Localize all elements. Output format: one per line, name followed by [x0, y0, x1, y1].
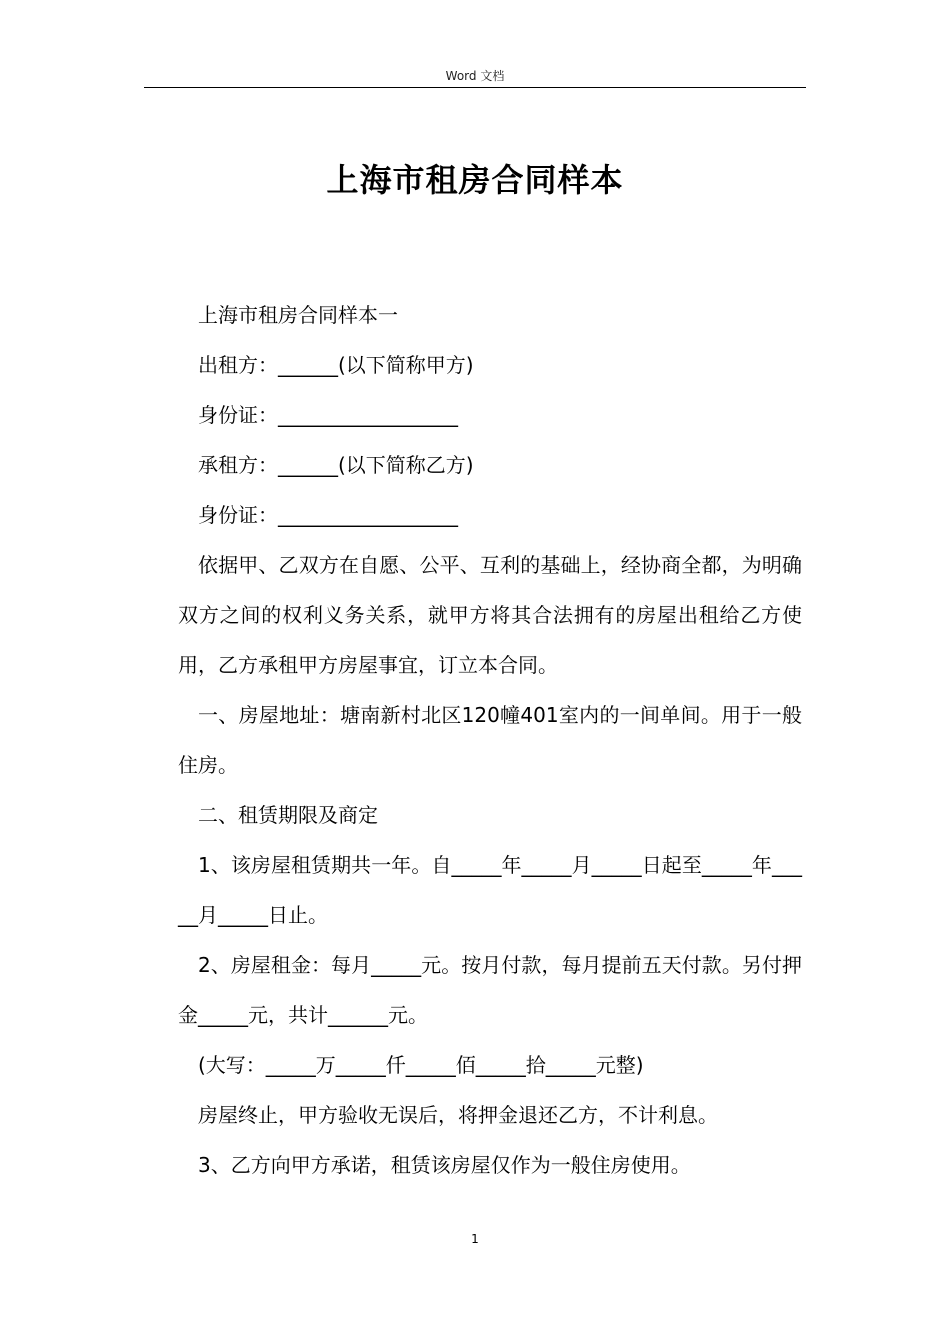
page-header-label: Word 文档 [445, 69, 505, 83]
paragraph-lessor-id: 身份证：__________________ [198, 403, 458, 427]
paragraph-preamble: 依据甲、乙双方在自愿、公平、互利的基础上，经协商全都，为明确双方之间的权利义务关系，就甲方将其合法拥有的房屋出租给乙方使用，乙方承租甲方房屋事宜，订立本合同。 [178, 553, 802, 677]
page-number: 1 [471, 1232, 479, 1246]
paragraph-rent-in-words: (大写：_____万_____仟_____佰_____拾_____元整) [198, 1053, 644, 1077]
document-body [178, 290, 802, 1190]
paragraph-usage: 3、乙方向甲方承诺，租赁该房屋仅作为一般住房使用。 [198, 1153, 691, 1177]
paragraph-lessee: 承租方：______(以下简称乙方) [198, 453, 474, 477]
document-title: 上海市租房合同样本 [326, 161, 624, 199]
paragraph-heading: 上海市租房合同样本一 [198, 303, 398, 327]
paragraph-rent: 2、房屋租金：每月_____元。按月付款，每月提前五天付款。另付押金_____元，共计______元。 [178, 953, 802, 1027]
paragraph-term-heading: 二、租赁期限及商定 [198, 803, 378, 827]
paragraph-lessor: 出租方：______(以下简称甲方) [198, 353, 474, 377]
header-divider [144, 87, 806, 88]
paragraph-term: 1、该房屋租赁期共一年。自_____年_____月_____日起至_____年_____月_____日止。 [178, 853, 802, 927]
paragraph-lessee-id: 身份证：__________________ [198, 503, 458, 527]
paragraph-address: 一、房屋地址：塘南新村北区120幢401室内的一间单间。用于一般住房。 [178, 703, 802, 777]
paragraph-deposit-return: 房屋终止，甲方验收无误后，将押金退还乙方，不计利息。 [198, 1103, 718, 1127]
